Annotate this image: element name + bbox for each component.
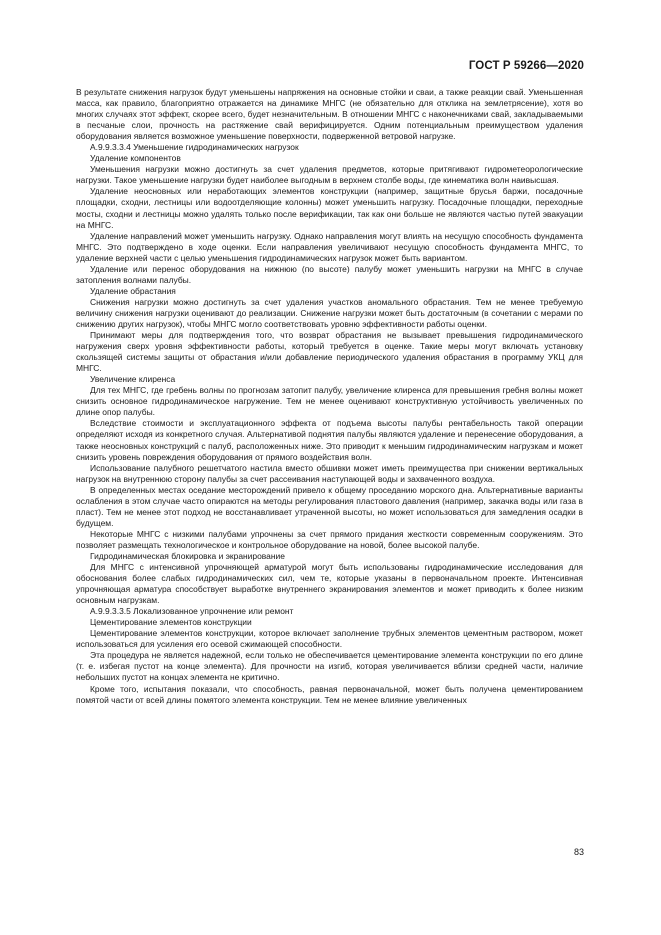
paragraph: Кроме того, испытания показали, что способность, равная первоначальной, может быть получена цементированием помятой части от всей длины помятого элемента конструкции. Тем не менее влияние увеличенных [76,683,583,705]
subheading: Удаление компонентов [90,153,181,164]
paragraph: Эта процедура не является надежной, если только не обеспечивается цементирование элемента конструкции по его длине (т. е. избегая пустот на конце элемента). Для прочности на изгиб, которая увеличивается вблизи средней части, наличие небольших пустот на концах элемента не критично. [76,650,583,683]
paragraph: Уменьшения нагрузки можно достигнуть за счет удаления предметов, которые притягивают гидрометеорологические нагрузки. Такое уменьшение нагрузки будет наиболее выгодным в верхнем столбе воды, где кинематика волн наивысшая. [76,164,583,186]
subheading: Гидродинамическая блокировка и экранирование [90,550,285,561]
paragraph: Снижения нагрузки можно достигнуть за счет удаления участков аномального обрастания. Тем не менее требуемую величину снижения нагрузки оценивают до реализации. Снижение нагрузки может быть достаточным (в сочетании с мерами по снижению других нагрузок), чтобы МНГС могло соответствовать уровню эффективности работы оценки. [76,296,583,329]
document-body [76,87,583,706]
paragraph: В результате снижения нагрузок будут уменьшены напряжения на основные стойки и сваи, а также реакции свай. Уменьшенная масса, как правило, благоприятно отражается на динамике МНГС (не обязательно для отклика на землетрясение), хотя во многих случаях этот эффект, скорее всего, будет незначительным. В отношении МНГС с наконечниками свай, закладываемыми в песчаные слои, прочность на растяжение свай верифицируется. Одним потенциальным преимуществом удаления оборудования является возможное уменьшение поверхности, подверженной ветровой нагрузке. [76,87,583,142]
standard-header: ГОСТ Р 59266—2020 [468,60,584,72]
paragraph: Цементирование элементов конструкции, которое включает заполнение трубных элементов цементным раствором, может использоваться для усиления его осевой сжимающей способности. [76,628,583,650]
section-heading: А.9.9.3.3.4 Уменьшение гидродинамических нагрузок [90,142,299,153]
paragraph: Вследствие стоимости и эксплуатационного эффекта от подъема высоты палубы рентабельность такой операции определяют исходя из конкретного случая. Альтернативой поднятия палубы являются удаление и перенесение оборудования, а также неосновных конструкций с палуб, расположенных ниже. Это приводит к меньшим гидродинамическим нагрузкам и может снизить уровень повреждения оборудования от прямого воздействия волн. [76,418,583,462]
paragraph: Принимают меры для подтверждения того, что возврат обрастания не вызывает превышения гидродинамического нагружения сверх уровня эффективности работы, который требуется в оценке. Такие меры могут включать установку скользящей системы защиты от обрастания и/или добавление периодического удаления обрастания в программу УКЦ для МНГС. [76,330,583,374]
paragraph: Для тех МНГС, где гребень волны по прогнозам затопит палубу, увеличение клиренса для превышения гребня волны может снизить основное гидродинамическое нагружение. Тем не менее оценивают конструктивную устойчивость увеличенных по длине опор палубы. [76,385,583,418]
paragraph: Использование палубного решетчатого настила вместо обшивки может иметь преимущества при снижении вертикальных нагрузок на внутреннюю сторону палубы за счет рассеивания наступающей воды и захваченного воздуха. [76,462,583,484]
section-heading: А.9.9.3.3.5 Локализованное упрочнение или ремонт [90,606,294,617]
subheading: Увеличение клиренса [90,374,176,385]
paragraph: Удаление или перенос оборудования на нижнюю (по высоте) палубу может уменьшить нагрузки на МНГС в случае затопления волнами палубы. [76,263,583,285]
paragraph: Некоторые МНГС с низкими палубами упрочнены за счет прямого придания жесткости современным сооружениям. Это позволяет размещать технологическое и контрольное оборудование на новой, более высокой палубе. [76,528,583,550]
paragraph: Для МНГС с интенсивной упрочняющей арматурой могут быть использованы гидродинамические исследования для обоснования более слабых гидродинамических сил, чем те, которые указаны в первоначальном проекте. Интенсивная упрочняющая арматура способствует выработке внутреннего экранирования элементов и может приводить к более низким основным нагрузкам. [76,562,583,606]
subheading: Удаление обрастания [90,285,176,296]
paragraph: В определенных местах оседание месторождений привело к общему проседанию морского дна. Альтернативные варианты ослабления в этом случае часто опираются на методы регулирования пластового давления (например, закачка воды или газа в пласт). Тем не менее этот подход не восстанавливает утраченной высоты, но может использоваться для замедления осадки в будущем. [76,484,583,528]
paragraph: Удаление неосновных или неработающих элементов конструкции (например, защитные брусья баржи, посадочные площадки, сходни, лестницы или водоотделяющие колонны) может уменьшить нагрузку. Посадочные площадки, переходные мосты, сходни и лестницы можно удалять только после верификации, так как они больше не являются частью путей эвакуации на МНГС. [76,186,583,230]
paragraph: Удаление направлений может уменьшить нагрузку. Однако направления могут влиять на несущую способность фундамента МНГС. Это подтверждено в ходе оценки. Если направления увеличивают несущую способность фундамента МНГС, то удаление верхней части с целью уменьшения гидродинамических нагрузок может быть вариантом. [76,230,583,263]
page-number: 83 [573,847,584,857]
subheading: Цементирование элементов конструкции [90,617,252,628]
